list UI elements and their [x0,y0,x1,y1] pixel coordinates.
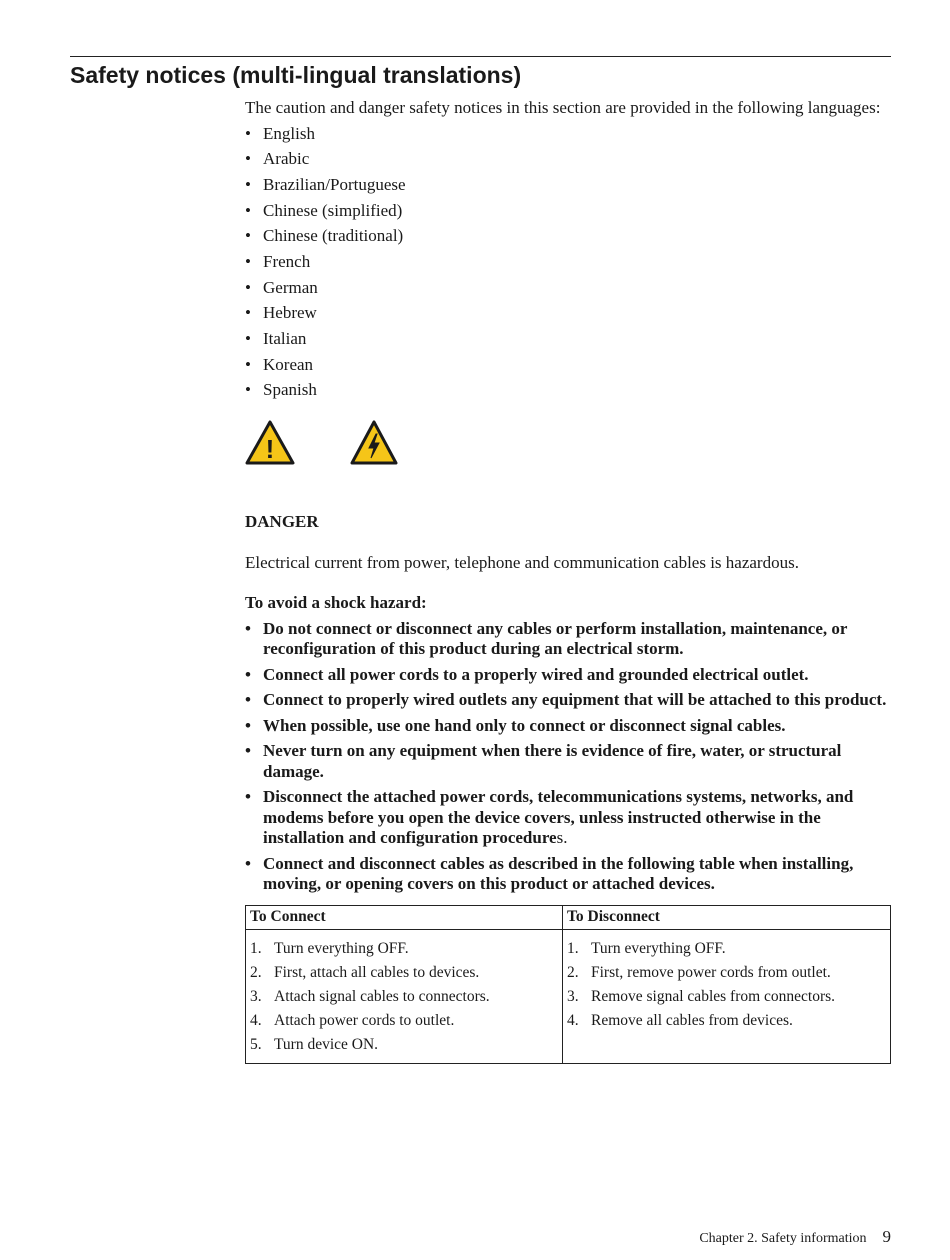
list-item [567,963,886,987]
bullet: • [245,303,251,323]
page-number: 9 [882,1227,891,1246]
section-title: Safety notices (multi-lingual translations) [70,62,522,88]
list-item [567,1011,886,1035]
disconnect-header: To Disconnect [563,905,891,930]
step-text: Turn everything OFF. [591,940,726,958]
warning-icons [245,420,891,466]
step-number: 4. [250,1012,262,1030]
language-label: German [263,277,318,297]
language-label: Brazilian/Portuguese [263,174,406,194]
language-label: Hebrew [263,303,317,323]
bullet: • [245,174,251,194]
step-number: 1. [250,940,262,958]
list-item [245,355,891,381]
list-item [245,303,891,329]
list-item [245,741,891,782]
step-text: First, attach all cables to devices. [274,964,480,982]
rule-text: Connect and disconnect cables as described in the following table when installing, moving, or opening covers on this product or attached devices. [263,853,854,894]
bullet: • [245,200,251,220]
list-item [245,380,891,406]
bullet: • [245,664,251,684]
step-number: 5. [250,1036,262,1054]
bullet: • [245,123,251,143]
step-number: 3. [250,988,262,1006]
list-item [245,149,891,175]
list-item [245,252,891,278]
list-item [250,939,558,963]
list-item [250,963,558,987]
list-item [567,987,886,1011]
bullet: • [245,618,251,638]
chapter-label: Chapter 2. Safety information [699,1231,867,1246]
list-item [245,175,891,201]
rule-text: Disconnect the attached power cords, telecommunications systems, networks, and modems before you open the device covers, unless instructed otherwise in the installation and configuration procedure [263,787,854,848]
page-footer [699,1226,891,1250]
intro-paragraph: The caution and danger safety notices in this section are provided in the following languages: [245,98,881,117]
svg-text:!: ! [265,434,275,465]
list-item [245,226,891,252]
avoid-heading: To avoid a shock hazard: [245,593,427,613]
bullet: • [245,787,251,807]
disconnect-steps-list [567,939,886,1035]
step-text: Remove all cables from devices. [591,1012,793,1030]
bullet: • [245,715,251,735]
step-text: Turn everything OFF. [274,940,409,958]
list-item [245,201,891,227]
language-label: Korean [263,354,314,374]
language-label: Chinese (simplified) [263,200,403,220]
list-item [245,278,891,304]
language-label: Arabic [263,149,310,169]
step-text: Attach power cords to outlet. [274,1012,455,1030]
content [245,98,891,1064]
language-list [245,124,891,407]
rule-text: Connect all power cords to a properly wired and grounded electrical outlet. [263,664,809,684]
rule-text: Do not connect or disconnect any cables or perform installation, maintenance, or reconfiguration of this product during an electrical storm. [263,618,848,659]
connect-steps-cell [246,930,563,1064]
list-item [245,787,891,849]
connect-disconnect-table [245,905,891,1065]
safety-rules-list [245,619,891,895]
list-item [245,854,891,895]
connect-header: To Connect [246,905,563,930]
language-label: Italian [263,329,307,348]
bullet: • [245,354,251,374]
language-label: Spanish [263,380,317,400]
top-rule [70,56,891,57]
bullet: • [245,251,251,271]
connect-steps-list [250,939,558,1059]
rule-text: Never turn on any equipment when there is evidence of fire, water, or structural damage. [263,741,842,781]
list-item [245,124,891,150]
list-item [245,716,891,737]
bullet: • [245,741,251,761]
danger-heading: DANGER [245,512,319,532]
step-number: 2. [567,964,579,982]
caution-warning-icon [245,420,295,466]
rule-text-tail: s. [556,828,568,848]
bullet: • [245,277,251,297]
language-label: English [263,123,315,143]
bullet: • [245,853,251,873]
bullet: • [245,226,251,246]
bullet: • [245,380,251,400]
list-item [245,665,891,686]
step-number: 2. [250,964,262,982]
bullet: • [245,329,251,348]
table-row [246,930,891,1064]
list-item [250,987,558,1011]
step-number: 1. [567,940,579,958]
step-text: First, remove power cords from outlet. [591,964,831,982]
bullet: • [245,690,251,710]
rule-text: When possible, use one hand only to connect or disconnect signal cables. [263,715,786,735]
disconnect-steps-cell [563,930,891,1064]
step-number: 3. [567,988,579,1006]
step-text: Attach signal cables to connectors. [274,988,490,1006]
language-label: Chinese (traditional) [263,226,404,246]
table-header-row [246,905,891,930]
hazard-text: Electrical current from power, telephone and communication cables is hazardous. [245,552,799,572]
electrical-hazard-icon [350,420,398,466]
list-item [567,939,886,963]
list-item [245,619,891,660]
step-text: Remove signal cables from connectors. [591,988,836,1006]
bullet: • [245,149,251,169]
list-item [250,1035,558,1059]
list-item [245,329,891,355]
list-item [250,1011,558,1035]
rule-text: Connect to properly wired outlets any equipment that will be attached to this product. [263,690,887,710]
list-item [245,690,891,711]
step-number: 4. [567,1012,579,1030]
language-label: French [263,251,311,271]
step-text: Turn device ON. [274,1036,379,1054]
